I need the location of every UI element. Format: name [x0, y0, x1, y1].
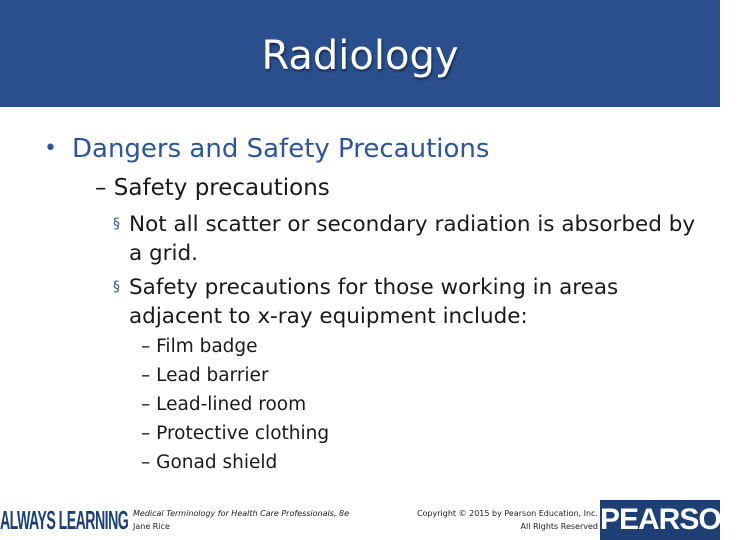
slide-footer	[0, 500, 741, 540]
book-author: Jane Rice	[133, 522, 170, 531]
always-learning-tagline: ALWAYS LEARNING	[0, 500, 128, 540]
bullet-level-4-item: – Lead barrier	[141, 365, 269, 386]
pearson-logo: PEARSON	[600, 500, 720, 540]
section-marker-icon: §	[113, 216, 120, 232]
bullet-level-3-text: Not all scatter or secondary radiation is absorbed by a grid.	[129, 212, 696, 266]
book-title: Medical Terminology for Health Care Professionals, 8e	[133, 509, 350, 518]
bullet-level-2: – Safety precautions	[95, 175, 330, 201]
bullet-level-3-item	[113, 273, 703, 331]
rights-notice: All Rights Reserved	[520, 522, 598, 531]
bullet-level-3-item	[113, 210, 703, 268]
slide-title: Radiology	[261, 33, 459, 79]
bullet-level-4-item: – Protective clothing	[141, 423, 330, 444]
bullet-level-4-item: – Gonad shield	[141, 452, 278, 473]
copyright-notice: Copyright © 2015 by Pearson Education, Inc.	[416, 509, 598, 518]
bullet-level-1-text: Dangers and Safety Precautions	[72, 134, 490, 164]
bullet-level-4-item: – Lead-lined room	[141, 394, 307, 415]
bullet-level-3-text: Safety precautions for those working in areas adjacent to x-ray equipment include:	[129, 275, 619, 329]
bullet-dot-icon: •	[44, 136, 57, 161]
bullet-level-4-item: – Film badge	[141, 336, 258, 357]
section-marker-icon: §	[113, 279, 120, 295]
